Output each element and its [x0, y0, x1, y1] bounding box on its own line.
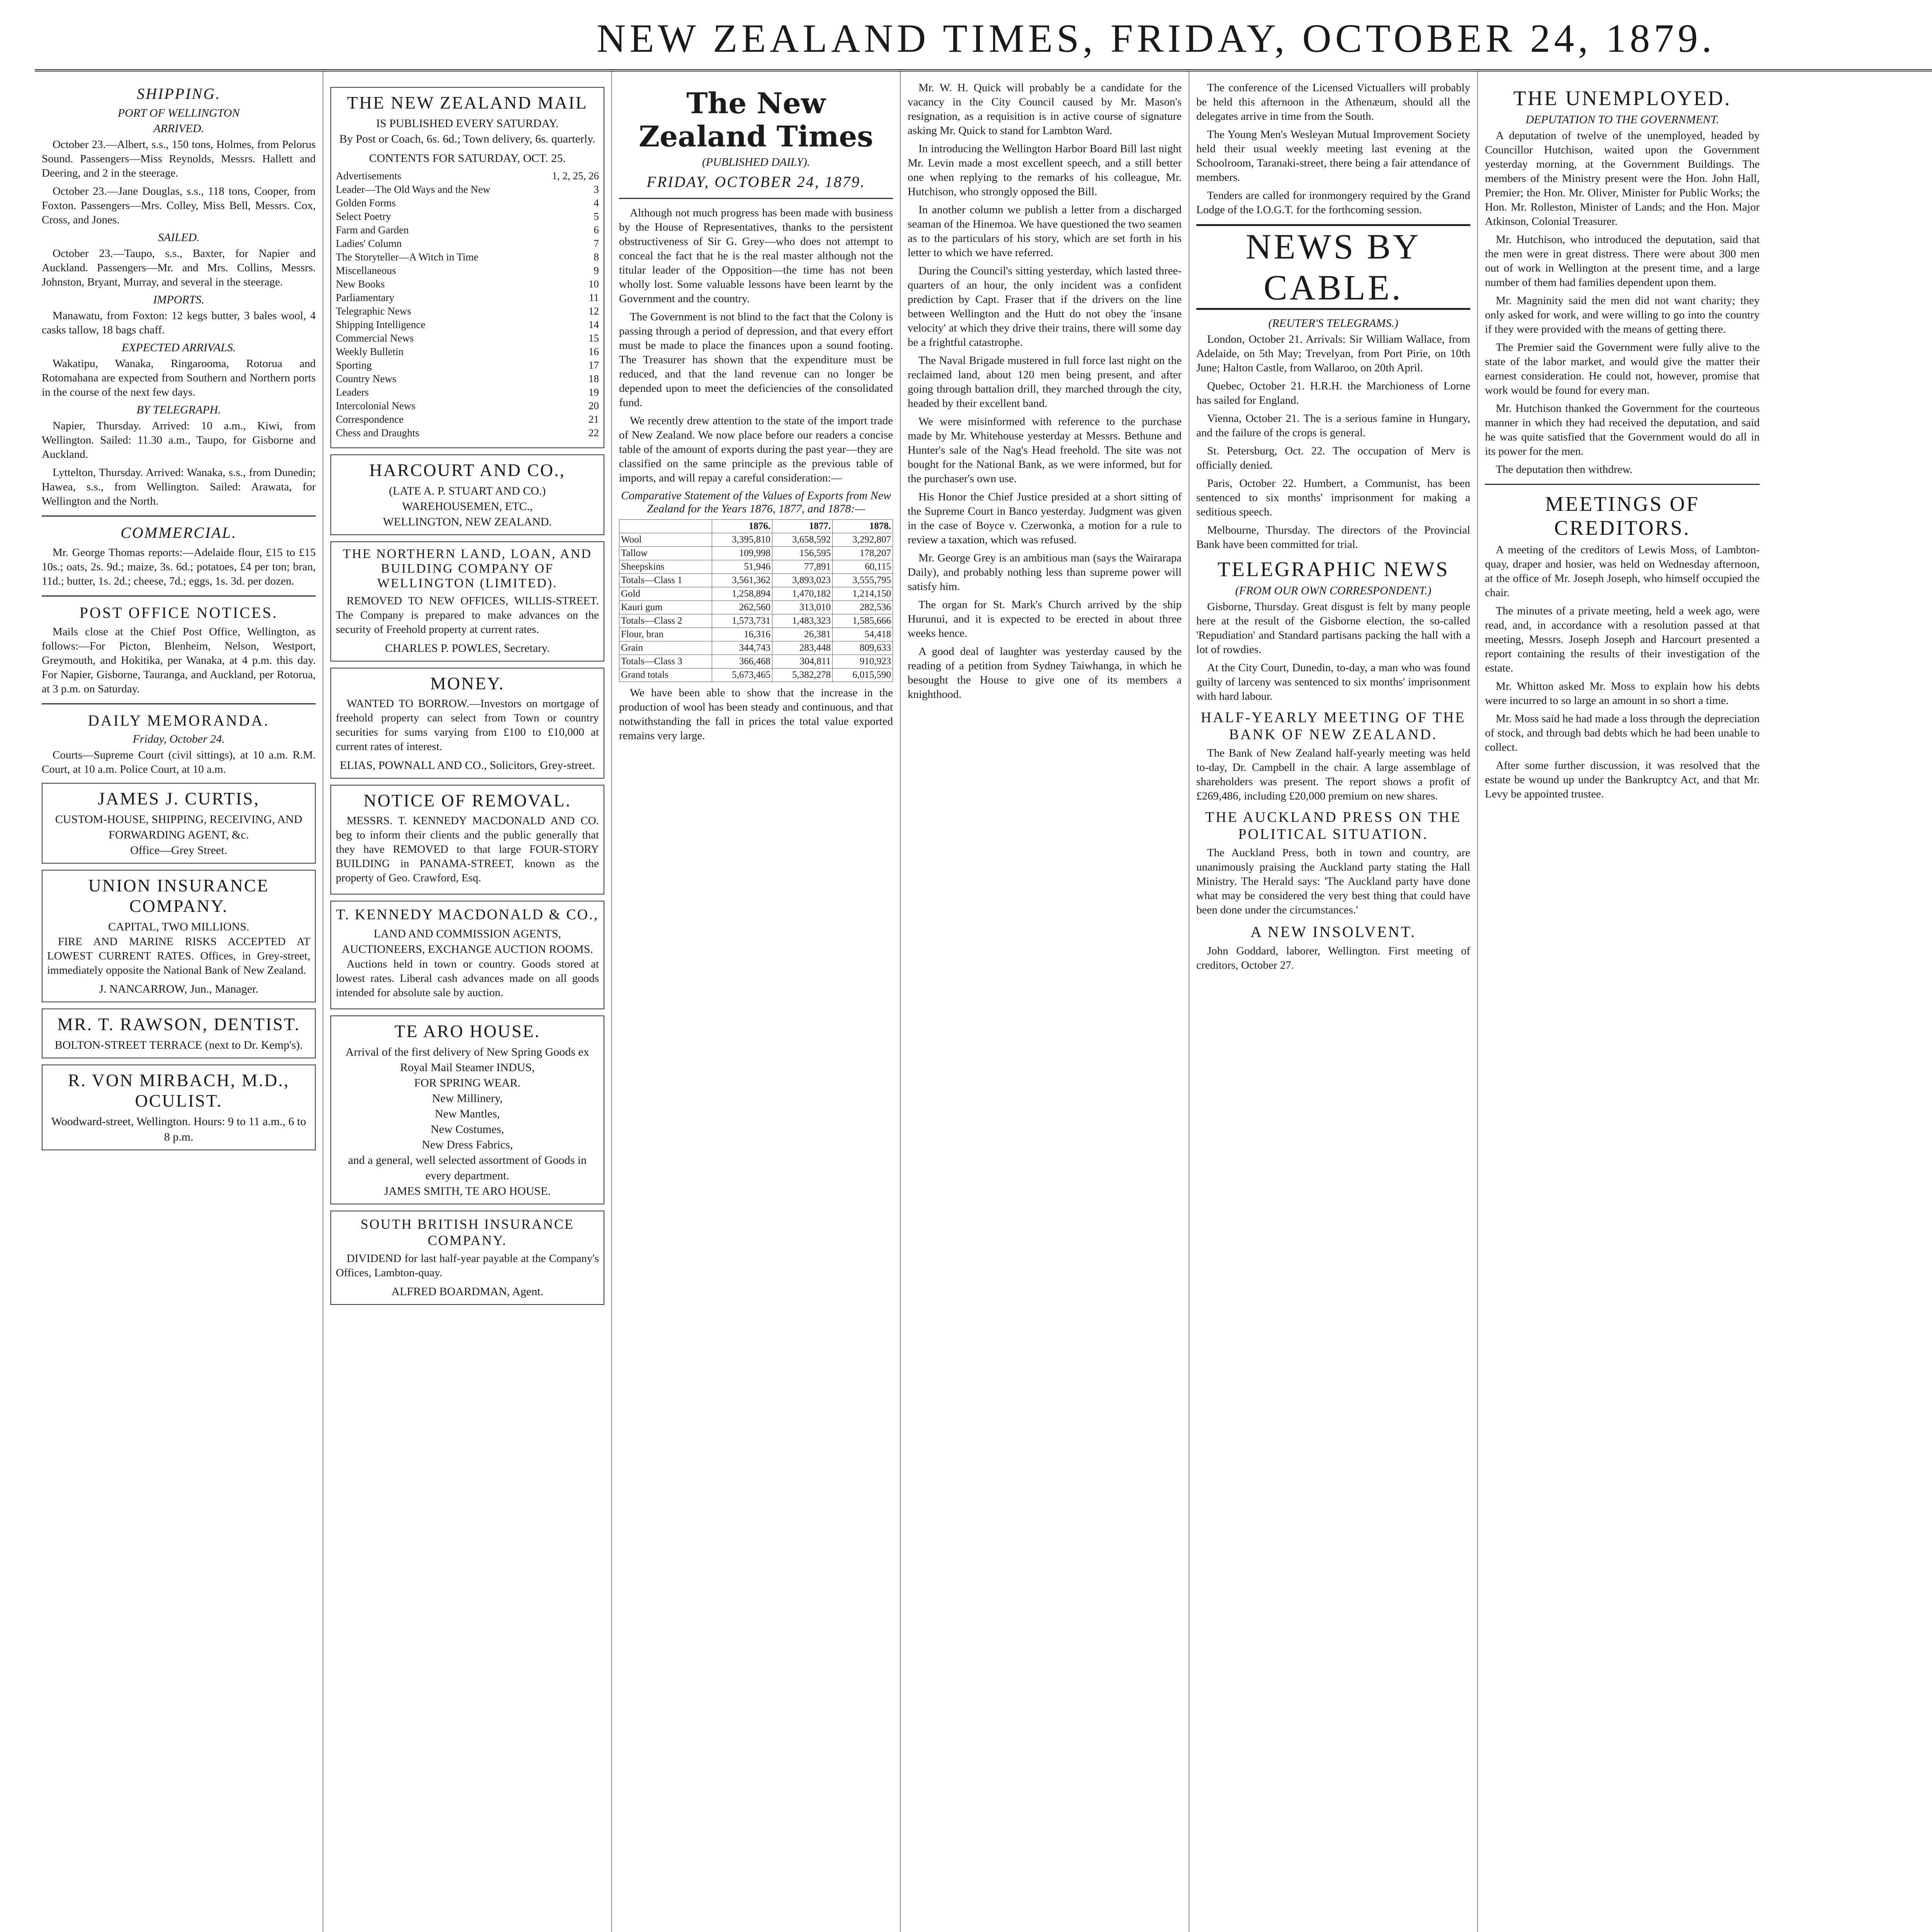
- contents-item-page: 11: [589, 292, 599, 303]
- advert-line: Arrival of the first delivery of New Spring Goods ex Royal Mail Steamer INDUS,: [345, 1046, 589, 1074]
- paragraph: Quebec, October 21. H.R.H. the Marchioness of Lorne has sailed for England.: [1196, 380, 1470, 406]
- advert-removal: [330, 785, 604, 895]
- table-cell: Grand totals: [619, 668, 712, 682]
- advert-line: New Costumes,: [430, 1123, 504, 1136]
- advert-title: THE NORTHERN LAND, LOAN, AND BUILDING COMPANY OF WELLINGTON (LIMITED).: [343, 547, 592, 590]
- paragraph: The organ for St. Mark's Church arrived by the ship Hurunui, and it is expected to be erected in about three weeks hence.: [908, 599, 1182, 639]
- column-6: [1478, 71, 1767, 1932]
- advert-line: FOR SPRING WEAR.: [414, 1077, 521, 1089]
- advert-line: New Mantles,: [435, 1107, 500, 1120]
- paragraph: Mr. Hutchison, who introduced the deputation, said that the men were in great distress. There were about 300 men out of work in Wellington at the present time, and a large number of them had families dependent upon them.: [1485, 233, 1760, 289]
- paragraph: The Government is not blind to the fact that the Colony is passing through a period of depression, and that every effort must be made to place the finances upon a sound footing. The Treasurer has shown that the expenditure must be reduced, and that the land revenue can no longer be depended upon to meet the deficiencies of the consolidated fund.: [619, 311, 893, 409]
- column-1: [35, 71, 323, 1932]
- contents-item-page: 4: [594, 197, 599, 209]
- advert-address: WELLINGTON, NEW ZEALAND.: [383, 515, 552, 528]
- contents-item-page: 8: [594, 251, 599, 263]
- table-row: [619, 601, 893, 614]
- paragraph: Although not much progress has been made with business by the House of Representatives, thanks to the persistent obstructiveness of Sir G. Grey—who does not attempt to conceal the fact that he is the real master although not the titular leader of the Opposition—the time has not been wholly lost. Some valuable lessons have been learnt by the Government and the country.: [619, 207, 893, 305]
- contents-item-title: Leader—The Old Ways and the New: [336, 184, 490, 195]
- column-5: [1189, 71, 1478, 1932]
- column-3: [612, 71, 901, 1932]
- advert-union-insurance: [42, 870, 316, 1002]
- table-row: [619, 533, 893, 547]
- leader-date: FRIDAY, OCTOBER 24, 1879.: [646, 173, 866, 190]
- contents-item-title: Chess and Draughts: [336, 427, 419, 439]
- table-cell: 1,585,666: [832, 614, 893, 628]
- paragraph: Mr. Hutchison thanked the Government for the courteous manner in which they had received the deputation, and said he was quite satisfied that the Government would do all in its power for the men.: [1485, 402, 1760, 457]
- paragraph: The conference of the Licensed Victuallers will probably be held this afternoon in the Athenæum, should all the delegates arrive in time from the South.: [1196, 82, 1470, 122]
- divider: [42, 515, 316, 517]
- paragraph: Mr. George Grey is an ambitious man (says the Wairarapa Daily), and probably nothing less than supreme power will satisfy him.: [908, 552, 1182, 593]
- contents-item: [336, 345, 599, 359]
- advert-mail: [330, 87, 604, 448]
- post-office-heading: POST OFFICE NOTICES.: [79, 604, 278, 621]
- paragraph: At the City Court, Dunedin, to-day, a man who was found guilty of larceny was sentenced to six months' imprisonment with hard labour.: [1196, 662, 1470, 702]
- advert-harcourt: [330, 454, 604, 535]
- paragraph: After some further discussion, it was resolved that the estate be wound up under the Bankruptcy Act, and that Mr. Levy be appointed trustee.: [1485, 759, 1760, 800]
- contents-item: [336, 399, 599, 413]
- table-row: [619, 587, 893, 601]
- table-cell: Kauri gum: [619, 601, 712, 614]
- nameplate-sub: (PUBLISHED DAILY).: [702, 156, 810, 168]
- table-header-cell: 1877.: [772, 520, 832, 533]
- table-row: [619, 641, 893, 655]
- advert-address: Office—Grey Street.: [130, 844, 227, 857]
- table-cell: 313,010: [772, 601, 832, 614]
- contents-item-page: 12: [588, 305, 599, 317]
- divider: [1485, 484, 1760, 485]
- advert-title: T. KENNEDY MACDONALD & CO.,: [336, 906, 599, 923]
- paragraph: Wakatipu, Wanaka, Ringarooma, Rotorua and Rotomahana are expected from Southern and Northern ports in the course of the next few days.: [42, 357, 316, 398]
- table-cell: 1,573,731: [712, 614, 772, 628]
- contents-item: [336, 413, 599, 426]
- advert-line: IS PUBLISHED EVERY SATURDAY.: [376, 117, 559, 130]
- table-cell: Totals—Class 3: [619, 655, 712, 668]
- table-cell: 60,115: [832, 560, 893, 574]
- table-cell: Wool: [619, 533, 712, 547]
- table-body: [619, 533, 893, 682]
- contents-item-title: Parliamentary: [336, 292, 395, 303]
- arrived-heading: ARRIVED.: [153, 122, 204, 135]
- paragraph: October 23.—Albert, s.s., 150 tons, Holmes, from Pelorus Sound. Passengers—Miss Reynolds, Messrs. Hallett and Deering, and 2 in the steerage.: [42, 138, 316, 179]
- contents-item-title: Leaders: [336, 386, 369, 398]
- advert-dentist: [42, 1009, 316, 1058]
- contents-item: [336, 183, 599, 196]
- contents-item-title: Advertisements: [336, 170, 401, 182]
- paragraph: Tenders are called for ironmongery required by the Grand Lodge of the I.O.G.T. for the forthcoming session.: [1196, 189, 1470, 216]
- paragraph: The Auckland Press, both in town and country, are unanimously praising the Auckland party stating the Hall Ministry. The Herald says: 'The Auckland party have done what may be considered the very best thing that could have been done under the circumstances.': [1196, 847, 1470, 916]
- advert-title: MONEY.: [430, 673, 505, 693]
- contents-item: [336, 332, 599, 345]
- commercial-heading: COMMERCIAL.: [121, 524, 237, 541]
- table-cell: 366,468: [712, 655, 772, 668]
- contents-item-title: Correspondence: [336, 413, 404, 425]
- advert-line: CAPITAL, TWO MILLIONS.: [108, 920, 250, 933]
- paragraph: A deputation of twelve of the unemployed, headed by Councillor Hutchison, waited upon the Government yesterday morning, at the Government Buildings. The members of the Ministry present were the Hon. John Hall, Premier; the Hon. Mr. Oliver, Minister for Public Works; the Hon. Mr. Rolleston, Minister of Lands; and the Hon. Major Atkinson, Colonial Treasurer.: [1485, 129, 1760, 228]
- bank-meeting-heading: HALF-YEARLY MEETING OF THE BANK OF NEW ZEALAND.: [1201, 709, 1466, 743]
- contents-item: [336, 372, 599, 386]
- table-cell: 16,316: [712, 628, 772, 641]
- cable-subheading: (REUTER'S TELEGRAMS.): [1268, 317, 1398, 330]
- advert-text: Auctions held in town or country. Goods stored at lowest rates. Liberal cash advances made on all goods intended for absolute sale by auction.: [336, 958, 599, 999]
- table-cell: 344,743: [712, 641, 772, 655]
- advert-line: CUSTOM-HOUSE, SHIPPING, RECEIVING, AND FORWARDING AGENT, &c.: [55, 813, 303, 841]
- table-cell: 77,891: [772, 560, 832, 574]
- contents-item-title: Commercial News: [336, 332, 414, 344]
- contents-item-title: Miscellaneous: [336, 265, 396, 276]
- advert-line: By Post or Coach, 6s. 6d.; Town delivery, 6s. quarterly.: [339, 133, 595, 145]
- table-row: [619, 614, 893, 628]
- table-cell: Tallow: [619, 547, 712, 560]
- paragraph: In introducing the Wellington Harbor Board Bill last night Mr. Levin made a most excellent speech, and a still better one when replying to the remarks of his colleague, Mr. Hutchison, who strongly opposed the Bill.: [908, 143, 1182, 198]
- table-cell: 3,893,023: [772, 574, 832, 587]
- contents-item-page: 5: [594, 211, 599, 222]
- table-cell: 304,811: [772, 655, 832, 668]
- paragraph: A meeting of the creditors of Lewis Moss, of Lambton-quay, draper and hosier, was held on Wednesday afternoon, at the office of Mr. Joseph Joseph, who himself occupied the chair.: [1485, 544, 1760, 599]
- table-cell: 5,382,278: [772, 668, 832, 682]
- telegraphic-heading: TELEGRAPHIC NEWS: [1217, 558, 1449, 581]
- telegraph-heading: BY TELEGRAPH.: [136, 403, 221, 416]
- table-row: [619, 547, 893, 560]
- paragraph: Paris, October 22. Humbert, a Communist, has been sentenced to six months' imprisonment for making a seditious speech.: [1196, 477, 1470, 518]
- table-cell: Totals—Class 2: [619, 614, 712, 628]
- contents-item-page: 17: [588, 359, 599, 371]
- contents-item-page: 20: [588, 400, 599, 412]
- contents-item-title: Intercolonial News: [336, 400, 416, 412]
- contents-item: [336, 196, 599, 210]
- paragraph: Mails close at the Chief Post Office, Wellington, as follows:—For Picton, Blenheim, Nelson, Westport, Greymouth, and Hokitika, per Wanaka, at 4 p.m. this day. For Napier, Gisborne, Tauranga, and Auckland, per Rotorua, at 3 p.m. on Saturday.: [42, 626, 316, 695]
- advert-text: MESSRS. T. KENNEDY MACDONALD AND CO. beg to inform their clients and the public generally that they have REMOVED to that large FOUR-STORY BUILDING in PANAMA-STREET, known as the property of Geo. Crawford, Esq.: [336, 815, 599, 884]
- advert-line: New Dress Fabrics,: [422, 1138, 513, 1151]
- table-header-cell: 1876.: [712, 520, 772, 533]
- table-cell: Flour, bran: [619, 628, 712, 641]
- table-cell: 51,946: [712, 560, 772, 574]
- insolvent-heading: A NEW INSOLVENT.: [1250, 923, 1416, 940]
- paragraph: The Bank of New Zealand half-yearly meeting was held to-day, Dr. Campbell in the chair. A large assemblage of shareholders was present. The report shows a profit of £269,486, including £20,000 premium on new shares.: [1196, 747, 1470, 802]
- table-cell: 5,673,465: [712, 668, 772, 682]
- table-cell: 26,381: [772, 628, 832, 641]
- table-cell: Grain: [619, 641, 712, 655]
- auckland-press-heading: THE AUCKLAND PRESS ON THE POLITICAL SITUATION.: [1205, 809, 1461, 842]
- telegraphic-subheading: (FROM OUR OWN CORRESPONDENT.): [1235, 584, 1432, 597]
- contents-item: [336, 304, 599, 318]
- table-cell: 3,292,807: [832, 533, 893, 547]
- paragraph: John Goddard, laborer, Wellington. First meeting of creditors, October 27.: [1196, 945, 1470, 971]
- advert-south-british: [330, 1211, 604, 1305]
- paragraph: The Premier said the Government were fully alive to the state of the labor market, and would give the matter their earnest consideration. He could not, however, promise that work would be found for every man.: [1485, 341, 1760, 396]
- table-cell: 109,998: [712, 547, 772, 560]
- contents-item: [336, 250, 599, 264]
- memoranda-date: Friday, October 24.: [133, 733, 225, 745]
- table-header-row: [619, 520, 893, 533]
- contents-item-title: The Storyteller—A Witch in Time: [336, 251, 478, 263]
- table-row: [619, 560, 893, 574]
- advert-text: REMOVED TO NEW OFFICES, WILLIS-STREET. The Company is prepared to make advances on the security of Freehold property at current rates.: [336, 595, 599, 636]
- advert-title: R. VON MIRBACH, M.D., OCULIST.: [68, 1070, 290, 1111]
- paragraph: Mr. Whitton asked Mr. Moss to explain how his debts were incurred to so large an amount in so short a time.: [1485, 680, 1760, 707]
- advert-title: TE ARO HOUSE.: [394, 1021, 541, 1041]
- contents-item: [336, 169, 599, 183]
- advert-address: BOLTON-STREET TERRACE (next to Dr. Kemp's).: [54, 1039, 303, 1051]
- cable-heading: NEWS BY CABLE.: [1196, 224, 1470, 310]
- advert-signature: JAMES SMITH, TE ARO HOUSE.: [384, 1185, 551, 1197]
- advert-line: LAND AND COMMISSION AGENTS, AUCTIONEERS, EXCHANGE AUCTION ROOMS.: [342, 927, 593, 956]
- advert-northern-loan: [330, 541, 604, 662]
- contents-item: [336, 426, 599, 440]
- paragraph: St. Petersburg, Oct. 22. The occupation of Merv is officially denied.: [1196, 445, 1470, 471]
- masthead: [35, 15, 1932, 71]
- contents-item-page: 9: [594, 265, 599, 276]
- memoranda-heading: DAILY MEMORANDA.: [88, 712, 270, 729]
- contents-item: [336, 277, 599, 291]
- paragraph: Manawatu, from Foxton: 12 kegs butter, 3 bales wool, 4 casks tallow, 18 bags chaff.: [42, 310, 316, 336]
- table-cell: 54,418: [832, 628, 893, 641]
- table-cell: 1,483,323: [772, 614, 832, 628]
- advert-text: WANTED TO BORROW.—Investors on mortgage of freehold property can select from Town or country securities for sums varying from £100 to £10,000 at current rates of interest.: [336, 697, 599, 753]
- contents-item: [336, 237, 599, 250]
- advert-text: DIVIDEND for last half-year payable at the Company's Offices, Lambton-quay.: [336, 1252, 599, 1279]
- advert-title: SOUTH BRITISH INSURANCE COMPANY.: [360, 1216, 575, 1248]
- paragraph: Gisborne, Thursday. Great disgust is felt by many people here at the result of the Gisborne election, the so-called 'Repudiation' and Standard partisans packing the hall with a lot of rowdies.: [1196, 600, 1470, 656]
- contents-item-title: Weekly Bulletin: [336, 346, 404, 357]
- table-cell: 1,214,150: [832, 587, 893, 601]
- table-cell: Gold: [619, 587, 712, 601]
- column-2: [323, 71, 612, 1932]
- advert-line: and a general, well selected assortment of Goods in every department.: [348, 1154, 587, 1182]
- contents-item-page: 15: [588, 332, 599, 344]
- paragraph: His Honor the Chief Justice presided at a short sitting of the Supreme Court in Banco yesterday. Judgment was given in the case of Boyce v. Czerwonka, a motion for a rule to review a taxation, which was refused.: [908, 491, 1182, 546]
- table-cell: 282,536: [832, 601, 893, 614]
- table-cell: Totals—Class 1: [619, 574, 712, 587]
- contents-item-page: 21: [588, 413, 599, 425]
- table-cell: 3,658,592: [772, 533, 832, 547]
- advert-address: Woodward-street, Wellington. Hours: 9 to 11 a.m., 6 to 8 p.m.: [51, 1115, 306, 1143]
- contents-item-title: Shipping Intelligence: [336, 319, 425, 330]
- contents-heading: CONTENTS FOR SATURDAY, OCT. 25.: [369, 152, 566, 165]
- contents-item-page: 19: [588, 386, 599, 398]
- contents-item-page: 18: [588, 373, 599, 384]
- contents-item-page: 16: [588, 346, 599, 357]
- contents-item-title: Telegraphic News: [336, 305, 412, 317]
- paragraph: London, October 21. Arrivals: Sir William Wallace, from Adelaide, on 5th May; Trevelyan, from Port Pirie, on 10th June; Halton Castle, from Wallaroo, on 20th April.: [1196, 333, 1470, 374]
- contents-item-page: 3: [594, 184, 599, 195]
- advert-title: NOTICE OF REMOVAL.: [363, 791, 571, 810]
- advert-title: HARCOURT AND CO.,: [369, 460, 566, 480]
- table-cell: 283,448: [772, 641, 832, 655]
- divider: [42, 595, 316, 597]
- table-cell: 3,555,795: [832, 574, 893, 587]
- unemployed-heading: THE UNEMPLOYED.: [1513, 87, 1731, 110]
- table-cell: 156,595: [772, 547, 832, 560]
- divider: [619, 198, 893, 199]
- contents-item-title: Ladies' Column: [336, 238, 402, 249]
- table-cell: 910,923: [832, 655, 893, 668]
- paragraph: The Young Men's Wesleyan Mutual Improvement Society held their usual weekly meeting last evening at the Schoolroom, Taranaki-street, there being a fair attendance of members.: [1196, 128, 1470, 184]
- advert-signature: CHARLES P. POWLES, Secretary.: [385, 642, 550, 655]
- expected-heading: EXPECTED ARRIVALS.: [121, 341, 236, 354]
- contents-item-title: Golden Forms: [336, 197, 396, 209]
- advert-signature: ALFRED BOARDMAN, Agent.: [391, 1285, 544, 1298]
- table-header-cell: 1878.: [832, 520, 893, 533]
- paragraph: We recently drew attention to the state of the import trade of New Zealand. We now place before our readers a concise table of the amount of exports during the past year—they are classified on the same principle as the previous table of imports, and will repay a careful consideration:—: [619, 415, 893, 484]
- paragraph: Napier, Thursday. Arrived: 10 a.m., Kiwi, from Wellington. Sailed: 11.30 a.m., Taupo, for Gisborne and Auckland.: [42, 420, 316, 461]
- paragraph: Mr. Magninity said the men did not want charity; they only asked for work, and were willing to go into the country if they were provided with the means of getting there.: [1485, 294, 1760, 335]
- table-cell: 262,560: [712, 601, 772, 614]
- table-row: [619, 655, 893, 668]
- imports-heading: IMPORTS.: [153, 293, 204, 306]
- advert-signature: J. NANCARROW, Jun., Manager.: [99, 983, 259, 995]
- paragraph: The Naval Brigade mustered in full force last night on the reclaimed land, about 120 men being present, and after going through battalion drill, they marched through the city, headed by their excellent band.: [908, 354, 1182, 410]
- contents-item-page: 22: [588, 427, 599, 439]
- table-row: [619, 574, 893, 587]
- columns: [35, 71, 1932, 1932]
- advert-line: WAREHOUSEMEN, ETC.,: [402, 500, 533, 513]
- contents-item-page: 14: [588, 319, 599, 330]
- shipping-heading: SHIPPING.: [137, 85, 221, 102]
- exports-table: [619, 519, 893, 682]
- paragraph: We were misinformed with reference to the purchase made by Mr. Whitehouse yesterday at Messrs. Bethune and Hunter's sale of the Nag's Head freehold. The site was not bought for the National Bank, as we were informed, but for the purchaser's own use.: [908, 415, 1182, 485]
- paragraph: The deputation then withdrew.: [1496, 463, 1633, 476]
- table-title: Comparative Statement of the Values of Exports from New Zealand for the Years 1876, 1877, and 1878:—: [621, 489, 891, 515]
- paragraph: Melbourne, Thursday. The directors of the Provincial Bank have been committed for trial.: [1196, 524, 1470, 551]
- creditors-heading: MEETINGS OF CREDITORS.: [1545, 492, 1700, 539]
- paper-nameplate: The New Zealand Times: [639, 87, 873, 153]
- advert-signature: ELIAS, POWNALL AND CO., Solicitors, Grey-street.: [340, 759, 595, 772]
- contents-item: [336, 318, 599, 332]
- contents-item: [336, 264, 599, 277]
- advert-money: [330, 668, 604, 779]
- contents-item-page: 6: [594, 224, 599, 236]
- paragraph: Vienna, October 21. The is a serious famine in Hungary, and the failure of the crops is general.: [1196, 412, 1470, 439]
- advert-curtis: [42, 783, 316, 864]
- advert-title: JAMES J. CURTIS,: [98, 789, 260, 808]
- table-header-cell: [619, 520, 712, 533]
- table-cell: Sheepskins: [619, 560, 712, 574]
- table-row: [619, 628, 893, 641]
- contents-item: [336, 359, 599, 372]
- masthead-title: NEW ZEALAND TIMES, FRIDAY, OCTOBER 24, 1879.: [597, 16, 1716, 61]
- contents-item-title: Sporting: [336, 359, 372, 371]
- contents-item-title: Country News: [336, 373, 396, 384]
- advert-te-aro: [330, 1015, 604, 1204]
- contents-item-page: 7: [594, 238, 599, 249]
- divider: [42, 703, 316, 704]
- port-heading: PORT OF WELLINGTON: [117, 107, 240, 119]
- contents-item-title: New Books: [336, 278, 385, 290]
- column-4: [901, 71, 1189, 1932]
- paragraph: During the Council's sitting yesterday, which lasted three-quarters of an hour, the only incident was a confident prediction by Capt. Fraser that if the drivers on the line between Wellington and the Hutt do not obey the 'insane velocity' at which they drive their trains, there will some day be a frightful catastrophe.: [908, 265, 1182, 349]
- contents-item-page: 10: [588, 278, 599, 290]
- table-cell: 1,258,894: [712, 587, 772, 601]
- advert-lines: [336, 1075, 599, 1184]
- unemployed-subheading: DEPUTATION TO THE GOVERNMENT.: [1526, 113, 1719, 126]
- contents-item-title: Select Poetry: [336, 211, 391, 222]
- table-cell: 3,395,810: [712, 533, 772, 547]
- contents-item: [336, 210, 599, 223]
- paragraph: Mr. George Thomas reports:—Adelaide flour, £15 to £15 10s.; oats, 2s. 9d.; maize, 3s. 6d.; potatoes, £4 per ton; bran, 11d.; butter, 1s. 2d.; cheese, 7d.; eggs, 1s. 3d. per dozen.: [42, 546, 316, 587]
- advert-line: New Millinery,: [432, 1092, 503, 1105]
- paragraph: Mr. W. H. Quick will probably be a candidate for the vacancy in the City Council caused by Mr. Mason's resignation, as a requisition is in active course of signature asking Mr. Quick to stand for Lambton Ward.: [908, 82, 1182, 137]
- paragraph: We have been able to show that the increase in the production of wool has been steady and continuous, and that notwithstanding the fall in prices the total value exported remains very large.: [619, 687, 893, 742]
- sailed-heading: SAILED.: [158, 231, 200, 244]
- contents-item-title: Farm and Garden: [336, 224, 409, 236]
- table-cell: 1,470,182: [772, 587, 832, 601]
- paragraph: Mr. Moss said he had made a loss through the depreciation of stock, and through bad debts which he had been unable to collect.: [1485, 713, 1760, 753]
- paragraph: Courts—Supreme Court (civil sittings), at 10 a.m. R.M. Court, at 10 a.m. Police Court, at 10 a.m.: [42, 749, 316, 776]
- paragraph: A good deal of laughter was yesterday caused by the reading of a petition from Sydney Taiwhanga, in which he besought the House to give one of its members a knighthood.: [908, 645, 1182, 701]
- advert-title: THE NEW ZEALAND MAIL: [347, 93, 588, 112]
- advert-oculist: [42, 1065, 316, 1150]
- table-cell: 3,561,362: [712, 574, 772, 587]
- contents-list: [336, 169, 599, 440]
- table-cell: 178,207: [832, 547, 893, 560]
- advert-title: MR. T. RAWSON, DENTIST.: [57, 1014, 300, 1034]
- paragraph: October 23.—Taupo, s.s., Baxter, for Napier and Auckland. Passengers—Mr. and Mrs. Collins, Messrs. Johnston, Bryant, Murray, and several in the steerage.: [42, 247, 316, 288]
- table-cell: 809,633: [832, 641, 893, 655]
- contents-item: [336, 386, 599, 399]
- paragraph: The minutes of a private meeting, held a week ago, were read, and, in accordance with a resolution passed at that meeting, Messrs. Joseph Joseph and Harcourt presented a report containing the results of their investigation of the estate.: [1485, 605, 1760, 674]
- contents-item: [336, 223, 599, 237]
- contents-item: [336, 291, 599, 304]
- paragraph: In another column we publish a letter from a discharged seaman of the Hinemoa. We have questioned the two seamen as to the particulars of his story, which are set forth in his letter to which we have referred.: [908, 204, 1182, 259]
- advert-text: FIRE AND MARINE RISKS ACCEPTED AT LOWEST CURRENT RATES. Offices, in Grey-street, immediately opposite the National Bank of New Zealand.: [47, 935, 310, 976]
- table-row: [619, 668, 893, 682]
- contents-item-page: 1, 2, 25, 26: [552, 170, 599, 182]
- paragraph: Lyttelton, Thursday. Arrived: Wanaka, s.s., from Dunedin; Hawea, s.s., from Wellington. Sailed: Arawata, for Wellington and the North.: [42, 466, 316, 507]
- paragraph: October 23.—Jane Douglas, s.s., 118 tons, Cooper, from Foxton. Passengers—Mrs. Colley, Miss Bell, Messrs. Cox, Cross, and Jones.: [42, 185, 316, 226]
- advert-title: UNION INSURANCE COMPANY.: [88, 876, 269, 916]
- advert-auctioneers: [330, 901, 604, 1009]
- table-cell: 6,015,590: [832, 668, 893, 682]
- advert-line: (LATE A. P. STUART AND CO.): [389, 485, 546, 497]
